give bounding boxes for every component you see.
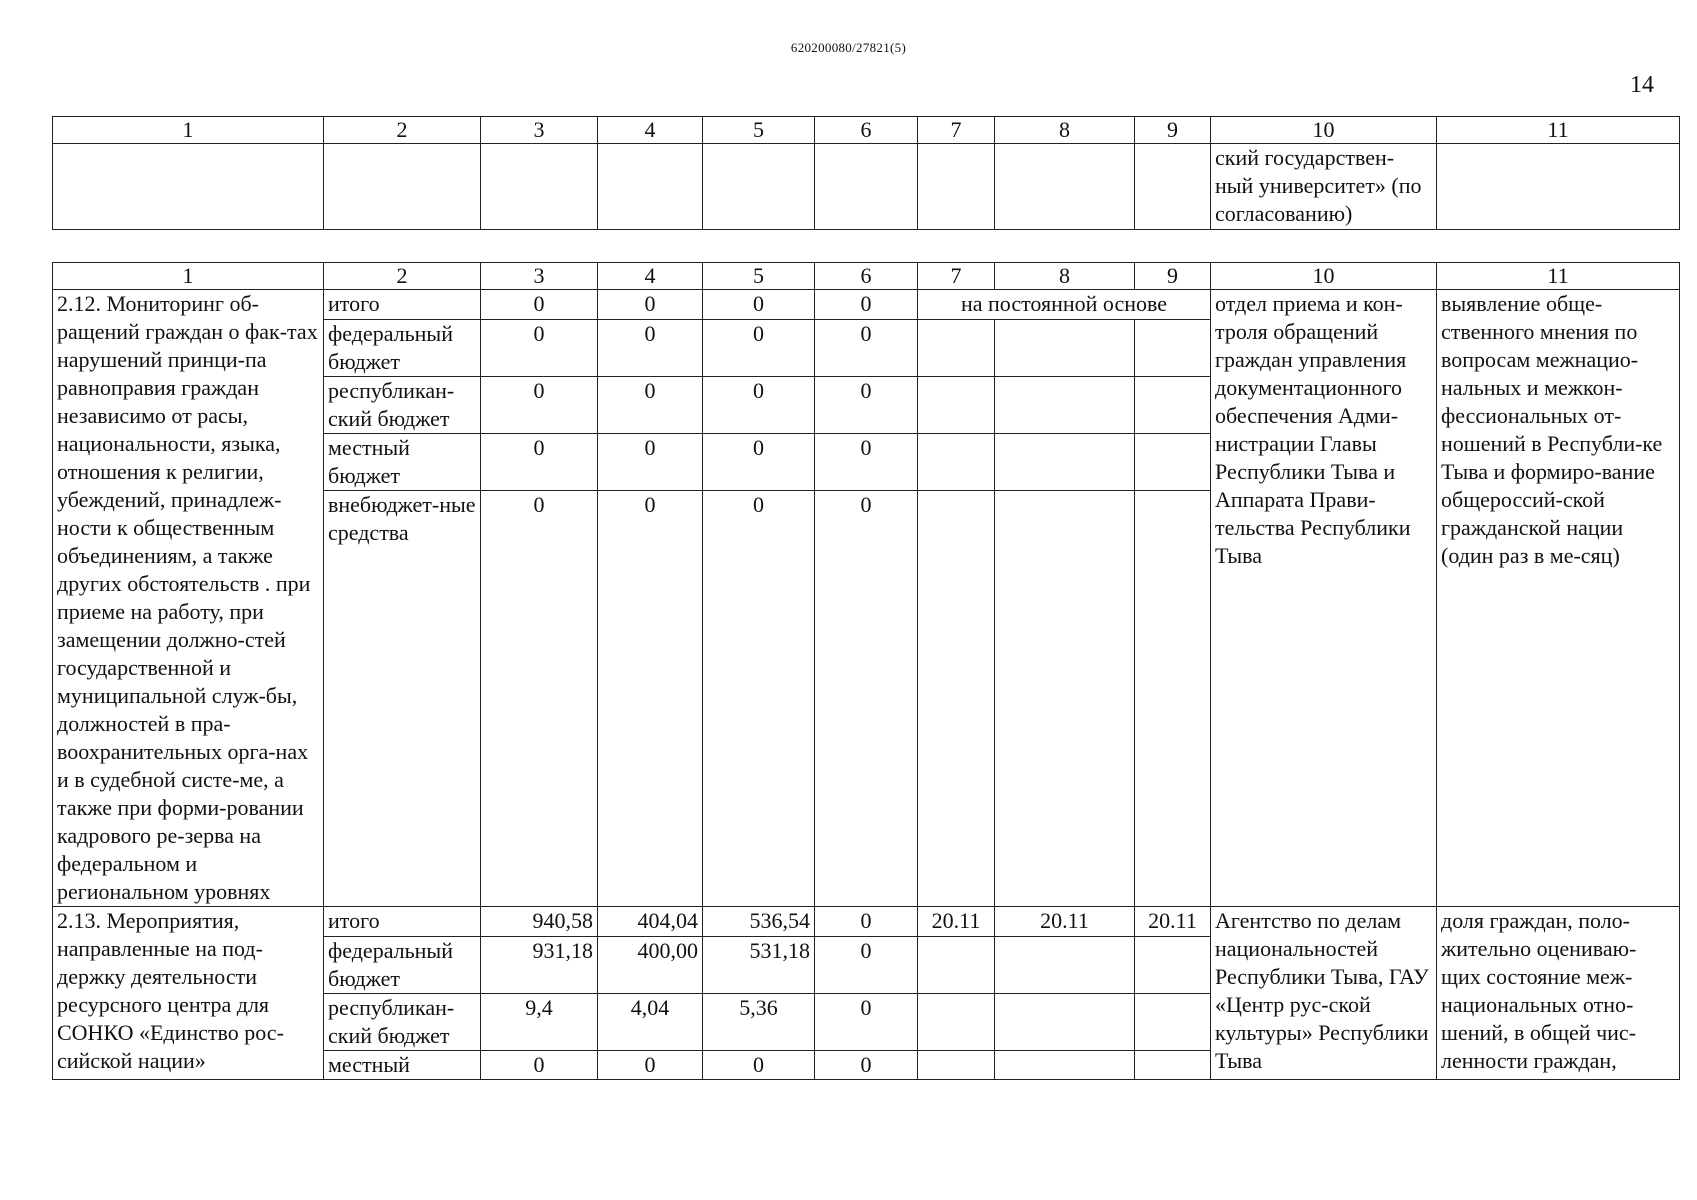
value-col4: 4,04 (598, 994, 703, 1051)
column-number: 10 (1211, 117, 1437, 144)
expected-result: доля граждан, поло-жительно оцениваю-щих состояние меж-национальных отно-шений, в общей чис-ленности граждан, (1437, 907, 1680, 1080)
cell (1135, 434, 1211, 491)
cell (1135, 491, 1211, 907)
value-col6: 0 (815, 491, 918, 907)
continued-table (52, 116, 1680, 230)
executor: отдел приема и кон-троля обращений граждан управления документационного обеспечения Адми-нистрации Главы Республики Тыва и Аппарата Прави-тельства Республики Тыва (1211, 290, 1437, 907)
cell (995, 491, 1135, 907)
column-number: 7 (918, 117, 995, 144)
column-number: 8 (995, 263, 1135, 290)
cell (1437, 144, 1680, 230)
cell (1135, 144, 1211, 230)
column-number: 1 (53, 117, 324, 144)
value-col8: 20.11 (995, 907, 1135, 937)
funding-source: республикан-ский бюджет (324, 377, 481, 434)
cell (918, 491, 995, 907)
cell (995, 144, 1135, 230)
column-number: 5 (703, 117, 815, 144)
cell (918, 994, 995, 1051)
value-col5: 531,18 (703, 937, 815, 994)
measure-title: 2.12. Мониторинг об-ращений граждан о фак-тах нарушений принци-па равноправия граждан независимо от расы, национальности, языка, отношения к религии, убеждений, принадлеж-ности к общественным объединениям, а также других обстоятельств . при приеме на работу, при замещении должно-стей государственной и муниципальной служ-бы, должностей в пра-воохранительных орга-нах и в судебной систе-ме, а также при форми-ровании кадрового ре-зерва на федеральном и региональном уровнях (53, 290, 324, 907)
value-col5: 536,54 (703, 907, 815, 937)
value-col6: 0 (815, 994, 918, 1051)
value-col6: 0 (815, 1051, 918, 1080)
measure-title: 2.13. Мероприятия, направленные на под-держку деятельности ресурсного центра для СОНКО «Единство рос-сийской нации» (53, 907, 324, 1080)
value-col5: 0 (703, 377, 815, 434)
funding-source: итого (324, 290, 481, 320)
cell (918, 377, 995, 434)
value-col3: 0 (481, 491, 598, 907)
value-col6: 0 (815, 290, 918, 320)
value-col3: 0 (481, 320, 598, 377)
column-number: 2 (324, 263, 481, 290)
column-number: 11 (1437, 263, 1680, 290)
column-number: 9 (1135, 117, 1211, 144)
column-number-row (53, 117, 1680, 144)
cell (995, 434, 1135, 491)
value-col5: 0 (703, 290, 815, 320)
cell (481, 144, 598, 230)
funding-source: федеральный бюджет (324, 937, 481, 994)
value-col5: 0 (703, 491, 815, 907)
value-col4: 0 (598, 434, 703, 491)
cell (918, 434, 995, 491)
document-code: 620200080/27821(5) (790, 40, 907, 55)
value-col3: 0 (481, 377, 598, 434)
column-number: 5 (703, 263, 815, 290)
value-col5: 0 (703, 320, 815, 377)
value-col4: 0 (598, 290, 703, 320)
value-col4: 400,00 (598, 937, 703, 994)
value-col6: 0 (815, 320, 918, 377)
table-row (53, 907, 1680, 937)
funding-source: внебюджет-ные средства (324, 491, 481, 907)
cell (995, 937, 1135, 994)
expected-result: выявление обще-ственного мнения по вопросам межнацио-нальных и межкон-фессиональных от-ношений в Республи-ке Тыва и формиро-вание общероссий-ской гражданской нации (один раз в ме-сяц) (1437, 290, 1680, 907)
column-number: 2 (324, 117, 481, 144)
value-col3: 9,4 (481, 994, 598, 1051)
value-col3: 0 (481, 290, 598, 320)
cell (995, 994, 1135, 1051)
value-col6: 0 (815, 907, 918, 937)
cell (598, 144, 703, 230)
column-number: 3 (481, 117, 598, 144)
funding-source: итого (324, 907, 481, 937)
value-col4: 404,04 (598, 907, 703, 937)
value-col6: 0 (815, 937, 918, 994)
funding-source: федеральный бюджет (324, 320, 481, 377)
value-col7: 20.11 (918, 907, 995, 937)
cell (995, 1051, 1135, 1080)
value-col3: 0 (481, 434, 598, 491)
funding-source: республикан-ский бюджет (324, 994, 481, 1051)
funding-source: местный бюджет (324, 434, 481, 491)
value-col5: 0 (703, 434, 815, 491)
value-col6: 0 (815, 434, 918, 491)
cell (1135, 994, 1211, 1051)
cell (1135, 377, 1211, 434)
cell (995, 320, 1135, 377)
column-number: 7 (918, 263, 995, 290)
column-number: 4 (598, 263, 703, 290)
executor: Агентство по делам национальностей Республики Тыва, ГАУ «Центр рус-ской культуры» Республики Тыва (1211, 907, 1437, 1080)
value-col4: 0 (598, 1051, 703, 1080)
cell (995, 377, 1135, 434)
table-row (53, 290, 1680, 320)
page-number: 14 (1630, 72, 1654, 98)
cell (815, 144, 918, 230)
value-col4: 0 (598, 491, 703, 907)
column-number: 11 (1437, 117, 1680, 144)
cell (1135, 937, 1211, 994)
value-col3: 0 (481, 1051, 598, 1080)
cell (703, 144, 815, 230)
value-col6: 0 (815, 377, 918, 434)
column-number-row (53, 263, 1680, 290)
value-col4: 0 (598, 377, 703, 434)
column-number: 4 (598, 117, 703, 144)
column-number: 9 (1135, 263, 1211, 290)
period: на постоянной основе (918, 290, 1211, 320)
executor-continued: ский государствен-ный университет» (по согласованию) (1211, 144, 1437, 230)
value-col3: 931,18 (481, 937, 598, 994)
column-number: 1 (53, 263, 324, 290)
column-number: 3 (481, 263, 598, 290)
column-number: 6 (815, 263, 918, 290)
cell (918, 1051, 995, 1080)
column-number: 10 (1211, 263, 1437, 290)
cell (1135, 320, 1211, 377)
cell (918, 320, 995, 377)
value-col5: 0 (703, 1051, 815, 1080)
funding-source: местный (324, 1051, 481, 1080)
measures-table (52, 262, 1680, 1080)
cell (324, 144, 481, 230)
cell (918, 144, 995, 230)
column-number: 8 (995, 117, 1135, 144)
value-col9: 20.11 (1135, 907, 1211, 937)
cell (918, 937, 995, 994)
column-number: 6 (815, 117, 918, 144)
cell (1135, 1051, 1211, 1080)
table-row (53, 144, 1680, 230)
value-col4: 0 (598, 320, 703, 377)
cell (53, 144, 324, 230)
value-col3: 940,58 (481, 907, 598, 937)
value-col5: 5,36 (703, 994, 815, 1051)
